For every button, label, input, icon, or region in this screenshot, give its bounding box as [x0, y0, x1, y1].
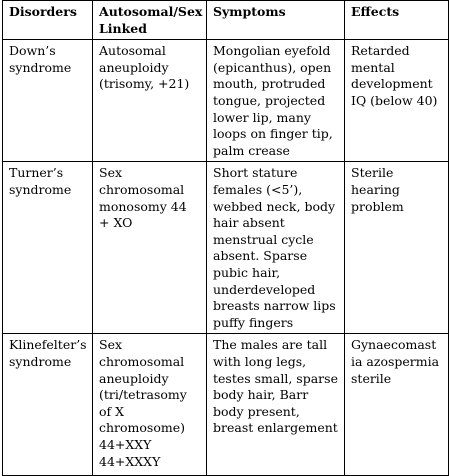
cell-line: The males are tall	[213, 337, 328, 353]
cell-line: testes small, sparse	[213, 370, 338, 386]
cell-line: loops on finger tip,	[213, 126, 333, 142]
disorder-cell	[3, 162, 93, 334]
header-symptoms: Symptoms	[207, 1, 345, 40]
cell-line: webbed neck, body	[213, 198, 336, 214]
cell-line: females (<5’),	[213, 181, 303, 197]
type-cell	[93, 162, 207, 334]
cell-line: 44+XXXY	[99, 453, 161, 469]
header-autosomal-sex-linked: Autosomal/Sex Linked	[93, 1, 207, 40]
cell-line: of X	[99, 403, 125, 419]
cell-line: 44+XXY	[99, 436, 152, 452]
cell-line: hearing	[351, 181, 400, 197]
header-disorders: Disorders	[3, 1, 93, 40]
cell-line: Autosomal	[99, 43, 166, 59]
cell-line: hair absent	[213, 215, 285, 231]
cell-line: Turner’s	[9, 165, 64, 181]
header-effects: Effects	[345, 1, 449, 40]
cell-line: Sex	[99, 165, 123, 181]
cell-line: Klinefelter’s	[9, 337, 87, 353]
type-cell	[93, 334, 207, 476]
cell-line: chromosome)	[99, 420, 185, 436]
cell-line: syndrome	[9, 181, 72, 197]
symptoms-cell	[207, 162, 345, 334]
cell-line: sterile	[351, 370, 392, 386]
cell-line: monosomy 44	[99, 198, 187, 214]
table-row	[3, 40, 449, 162]
cell-line: Retarded	[351, 43, 410, 59]
symptoms-cell	[207, 40, 345, 162]
cell-line: (trisomy, +21)	[99, 76, 190, 92]
cell-line: Short stature	[213, 165, 298, 181]
cell-line: puffy fingers	[213, 314, 294, 330]
cell-line: mental	[351, 59, 395, 75]
cell-line: underdeveloped	[213, 281, 316, 297]
cell-line: (epicanthus), open	[213, 59, 332, 75]
cell-line: pubic hair,	[213, 264, 281, 280]
cell-line: absent. Sparse	[213, 248, 308, 264]
cell-line: Mongolian eyefold	[213, 43, 331, 59]
cell-line: Sterile	[351, 165, 394, 181]
cell-line: breast enlargement	[213, 420, 338, 436]
cell-line: aneuploidy	[99, 370, 169, 386]
type-cell	[93, 40, 207, 162]
cell-line: ia azospermia	[351, 353, 440, 369]
disorders-table	[2, 0, 449, 476]
cell-line: body hair, Barr	[213, 387, 309, 403]
cell-line: aneuploidy	[99, 59, 169, 75]
disorder-cell	[3, 40, 93, 162]
cell-line: Down’s	[9, 43, 56, 59]
disorder-cell	[3, 334, 93, 476]
cell-line: syndrome	[9, 59, 72, 75]
cell-line: menstrual cycle	[213, 231, 314, 247]
effects-cell	[345, 40, 449, 162]
effects-cell	[345, 162, 449, 334]
cell-line: with long legs,	[213, 353, 307, 369]
cell-line: chromosomal	[99, 181, 185, 197]
cell-line: chromosomal	[99, 353, 185, 369]
cell-line: IQ (below 40)	[351, 92, 438, 108]
cell-line: lower lip, many	[213, 109, 311, 125]
cell-line: development	[351, 76, 433, 92]
effects-cell	[345, 334, 449, 476]
cell-line: breasts narrow lips	[213, 298, 336, 314]
table-row	[3, 162, 449, 334]
table-header-row	[3, 1, 449, 40]
cell-line: mouth, protruded	[213, 76, 326, 92]
cell-line: (tri/tetrasomy	[99, 387, 187, 403]
symptoms-cell	[207, 334, 345, 476]
cell-line: body present,	[213, 403, 300, 419]
cell-line: + XO	[99, 215, 133, 231]
cell-line: Gynaecomast	[351, 337, 437, 353]
cell-line: syndrome	[9, 353, 72, 369]
cell-line: problem	[351, 198, 404, 214]
table-row	[3, 334, 449, 476]
cell-line: Sex	[99, 337, 123, 353]
cell-line: tongue, projected	[213, 92, 326, 108]
cell-line: palm crease	[213, 142, 290, 158]
